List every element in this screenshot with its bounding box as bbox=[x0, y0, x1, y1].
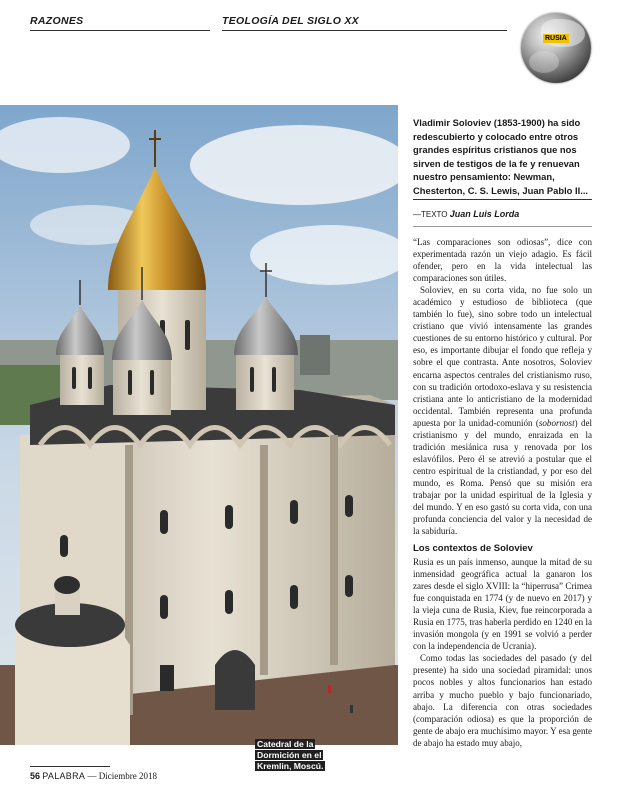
header-rule-right bbox=[222, 30, 507, 31]
body-section-2 bbox=[413, 556, 592, 749]
body-section-1 bbox=[413, 236, 592, 537]
lead-rule bbox=[413, 199, 592, 200]
header-rule-left bbox=[30, 30, 210, 31]
body-paragraph: Rusia es un país inmenso, aunque la mitad de su inmensidad geográfica actual la ganaron los zares desde el siglo XVIII: la “hiperrusa” Crimea fue conquistada en 1774 (y de nuevo en 2017) y la vieja cuna de Rusia, Kiev, fue reincorporada a Rusia en 1775, tras haberla perdido en 1240 en la invasión mongola (y en 1991 se volvió a perder con la independencia de Ucrania). bbox=[413, 557, 592, 652]
page-footer bbox=[30, 771, 157, 781]
globe-label: RUSIA bbox=[545, 35, 567, 42]
page-number: 56 bbox=[30, 771, 41, 781]
footer-rule bbox=[30, 766, 110, 767]
globe-icon bbox=[521, 13, 591, 83]
body-paragraph: Como todas las sociedades del pasado (y del presente) ha sido una sociedad piramidal: unos pocos nobles y altos funcionarios han estado arriba y mucho pueblo y bajo funcionariado, abajo. La diferencia con otras sociedades (comparación odiosa) es que la proporción de gente de abajo era muchísimo mayor. Y esa gente de abajo ha estado muy abajo, bbox=[413, 653, 592, 748]
byline bbox=[413, 209, 592, 219]
body-paragraph: “Las comparaciones son odiosas”, dice con experimentada razón un viejo adagio. Es fácil ofender, pero en la vida intelectual las comparaciones son útiles. bbox=[413, 237, 592, 284]
section-label-right: TEOLOGÍA DEL SIGLO XX bbox=[222, 15, 359, 27]
section-subheading: Los contextos de Soloviev bbox=[413, 543, 533, 554]
lead-paragraph: Vladimir Soloviev (1853-1900) ha sido redescubierto y colocado entre otros grandes espíritus cristianos que nos sirven de testigos de la fe y renuevan nuestro pensamiento: Newman, Chesterton, C. S. Lewis, Juan Pablo II... bbox=[413, 117, 589, 196]
body-paragraph: Soloviev, en su corta vida, no fue solo un académico y estudioso de biblioteca (que también lo fue), sino sobre todo un intelectual cristiano que vivió intensamente las grandes cuestiones de su entorno histórico y cultural. Por eso, es importante dibujar el fondo que refleja y sobre el que contrasta. Ante nosotros, Soloviev encarna aspectos centrales del cristianismo ruso, con su tradición ortodoxo-eslava y su resistencia cristiana ante lo anticristiano de la modernidad occidental. También representa una profunda apuesta por la unidad-comunión (sobornost) del cristianismo y del mundo, enraizada en la tradición mesiánica rusa y renovada por los eslavófilos. Pero él se atrevió a postular que el centro espiritual de la cristiandad, y por eso del mundo, es Roma. Pensó que su misión era trabajar por la unidad espiritual de la Iglesia y del mundo. Y en eso gastó su corta vida, con una profunda conciencia del valor y la necesidad de la sabiduría. bbox=[413, 285, 592, 537]
magazine-name: PALABRA bbox=[42, 771, 86, 781]
issue-date: — Diciembre 2018 bbox=[87, 771, 157, 781]
cathedral-photo bbox=[0, 105, 398, 745]
photo-caption: Catedral de la Dormición en el Kremlin, Moscú. bbox=[257, 739, 324, 771]
section-label-left: RAZONES bbox=[30, 15, 84, 27]
byline-author: Juan Luis Lorda bbox=[449, 209, 520, 219]
byline-tag: —TEXTO bbox=[413, 210, 448, 219]
byline-rule bbox=[413, 226, 592, 227]
